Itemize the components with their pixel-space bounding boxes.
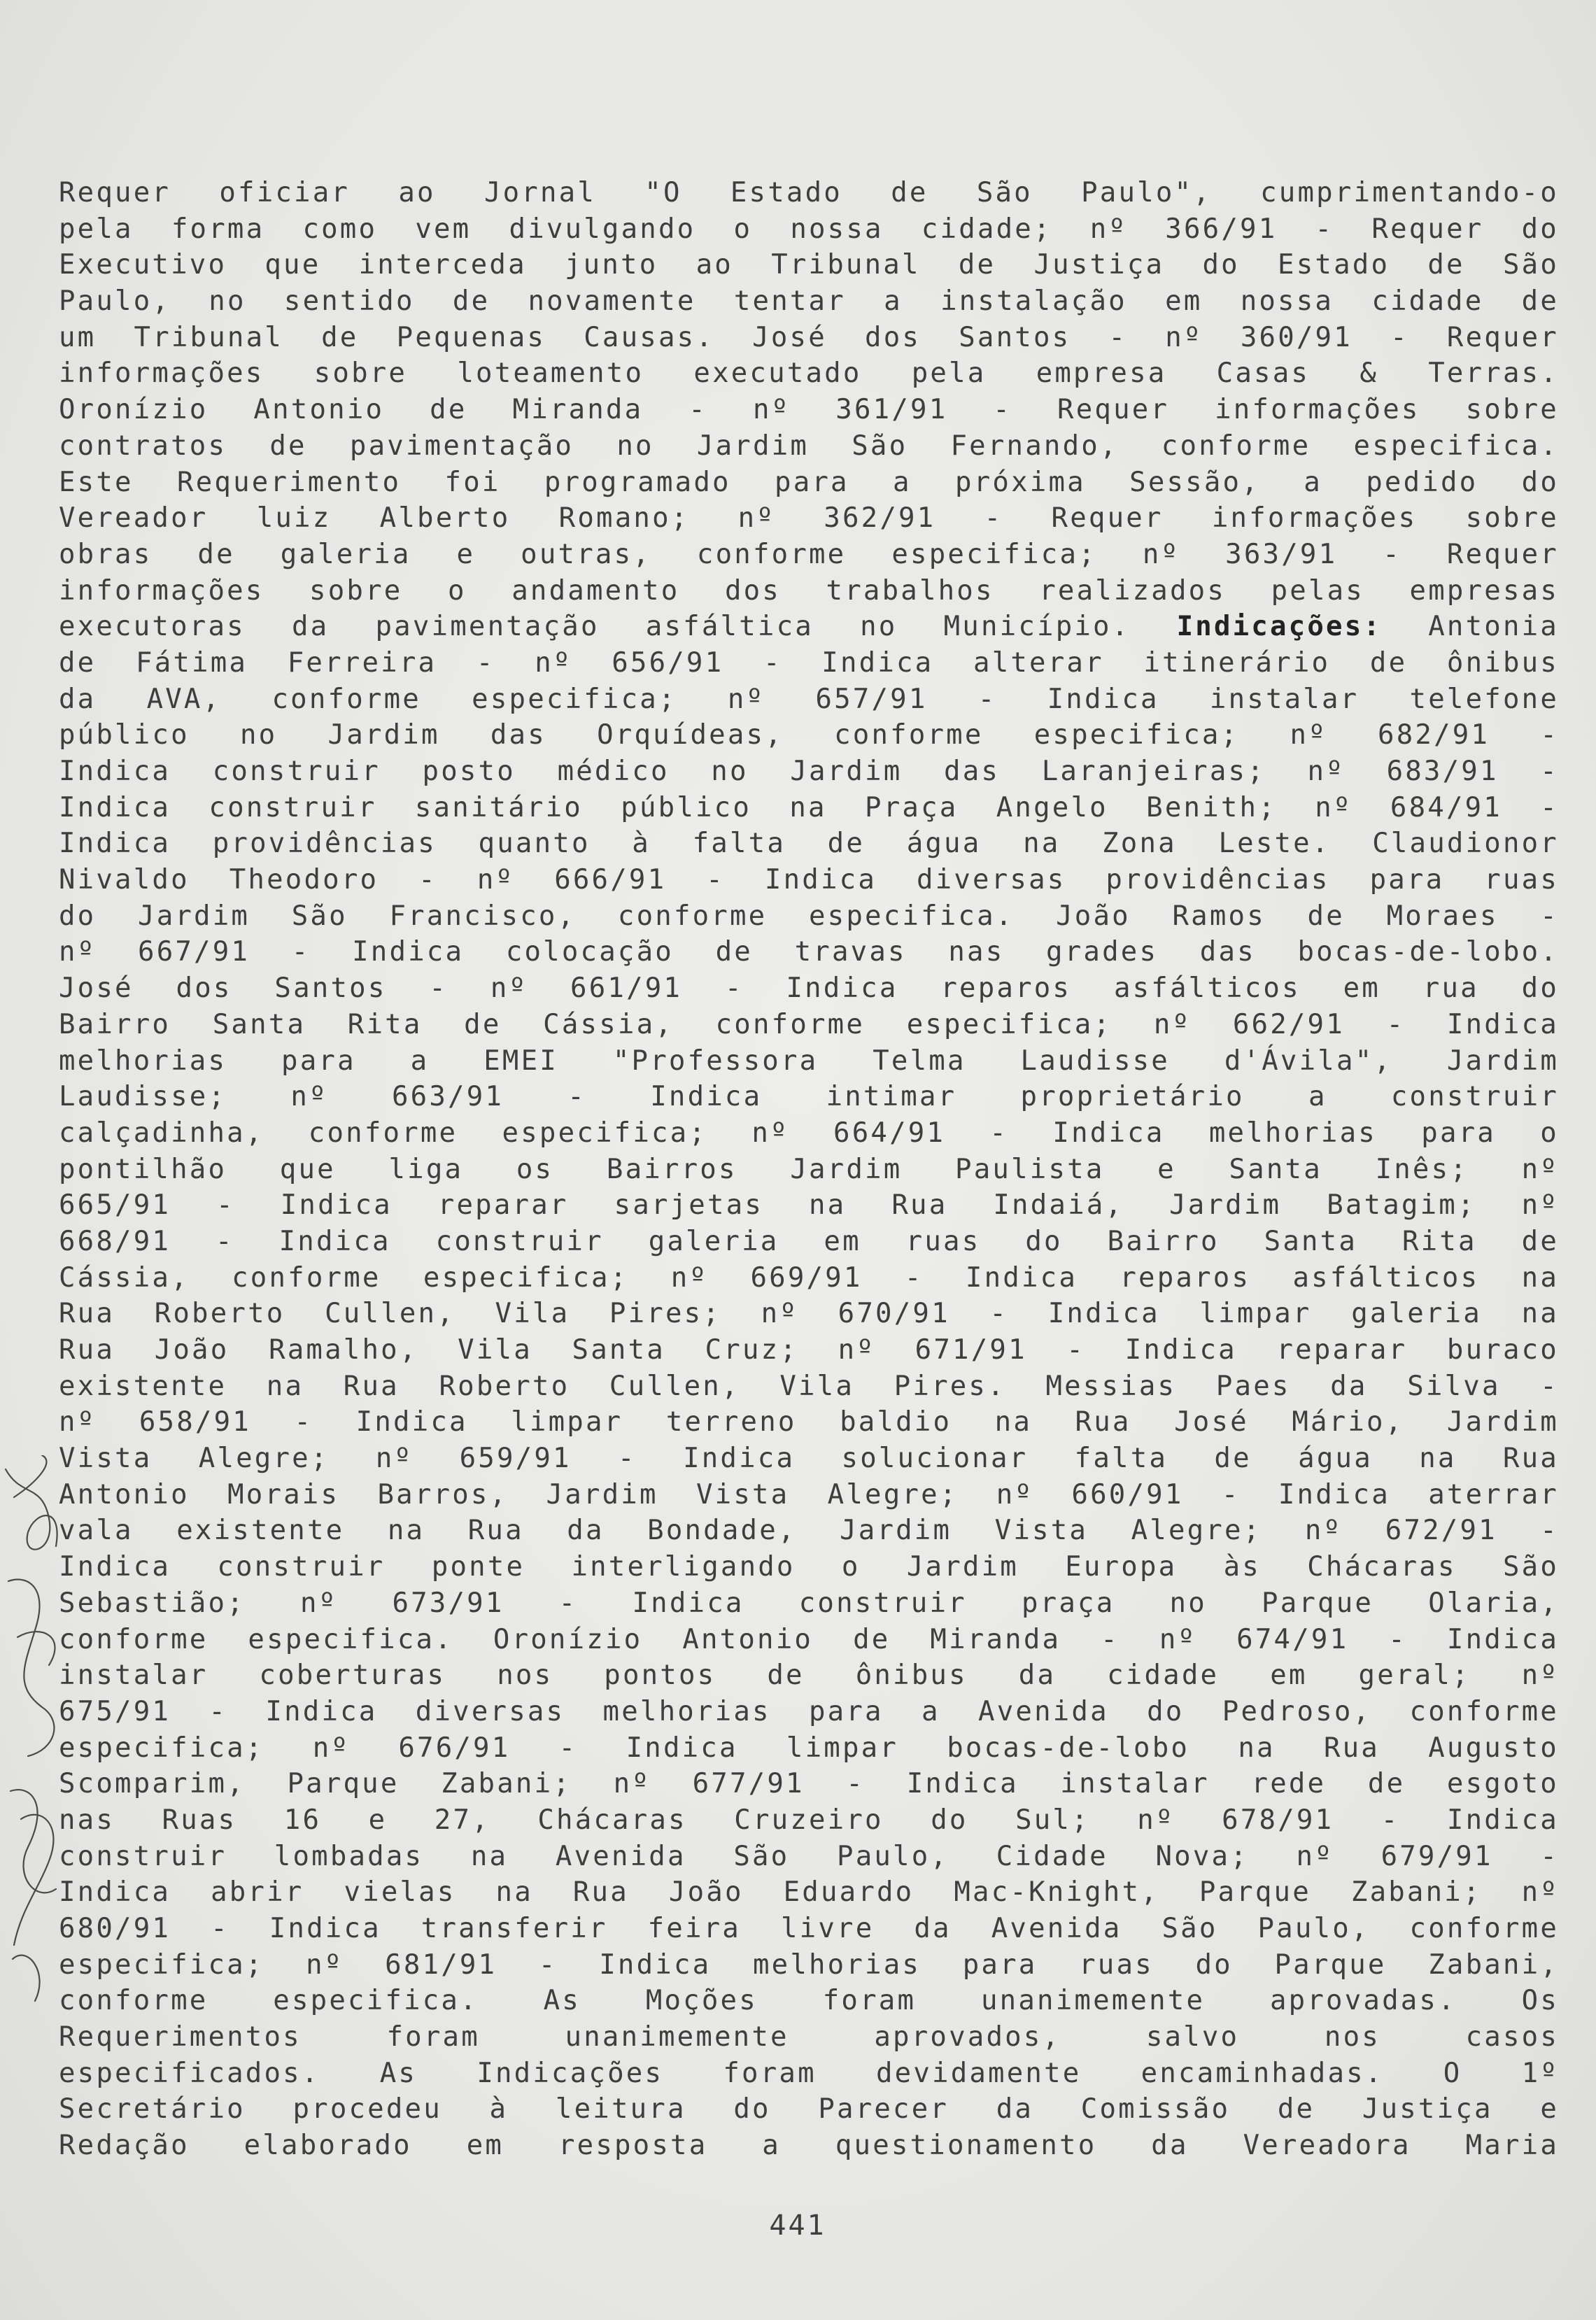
text-segment: um Tribunal de Pequenas Causas. José dos Santos - nº 360/91 - Requer — [59, 321, 1559, 353]
text-segment: da AVA, conforme especifica; nº 657/91 - Indica instalar telefone — [59, 683, 1559, 715]
text-segment: Indica abrir vielas na Rua João Eduardo Mac-Knight, Parque Zabani; nº — [59, 1876, 1559, 1909]
text-segment: Rua João Ramalho, Vila Santa Cruz; nº 671/91 - Indica reparar buraco — [59, 1334, 1559, 1366]
text-line — [59, 754, 1559, 790]
text-line — [59, 934, 1559, 970]
text-segment: Requerimentos foram unanimemente aprovados, salvo nos casos — [59, 2021, 1559, 2053]
text-line — [59, 2091, 1559, 2128]
text-line — [59, 1549, 1559, 1585]
text-segment: especifica; nº 681/91 - Indica melhorias para ruas do Parque Zabani, — [59, 1948, 1559, 1981]
text-line — [59, 1224, 1559, 1260]
text-line — [59, 537, 1559, 573]
document-body — [59, 175, 1559, 2164]
text-line — [59, 428, 1559, 465]
text-segment: existente na Rua Roberto Cullen, Vila Pires. Messias Paes da Silva - — [59, 1370, 1559, 1402]
text-segment: especifica; nº 676/91 - Indica limpar bocas-de-lobo na Rua Augusto — [59, 1732, 1559, 1764]
text-line — [59, 500, 1559, 537]
text-segment: José dos Santos - nº 661/91 - Indica reparos asfálticos em rua do — [59, 972, 1559, 1005]
text-segment: Antonia — [1382, 611, 1559, 643]
text-line — [59, 1404, 1559, 1441]
text-segment: Paulo, no sentido de novamente tentar a instalação em nossa cidade de — [59, 285, 1559, 318]
text-segment: Cássia, conforme especifica; nº 669/91 - Indica reparos asfálticos na — [59, 1261, 1559, 1294]
text-line — [59, 175, 1559, 211]
text-line — [59, 2019, 1559, 2056]
text-segment: Sebastião; nº 673/91 - Indica construir praça no Parque Olaria, — [59, 1587, 1559, 1619]
text-line — [59, 1260, 1559, 1296]
page-number: 441 — [769, 2209, 826, 2242]
text-segment: informações sobre loteamento executado pela empresa Casas & Terras. — [59, 358, 1559, 390]
text-segment: público no Jardim das Orquídeas, conforme especifica; nº 682/91 - — [59, 719, 1559, 751]
text-segment: pela forma como vem divulgando o nossa cidade; nº 366/91 - Requer do — [59, 213, 1559, 245]
text-line — [59, 1802, 1559, 1839]
text-segment: nas Ruas 16 e 27, Chácaras Cruzeiro do Sul; nº 678/91 - Indica — [59, 1804, 1559, 1836]
text-line — [59, 1622, 1559, 1658]
text-segment: 665/91 - Indica reparar sarjetas na Rua Indaiá, Jardim Batagim; nº — [59, 1189, 1559, 1222]
text-line — [59, 970, 1559, 1007]
text-line — [59, 211, 1559, 248]
text-line — [59, 465, 1559, 501]
text-line — [59, 1115, 1559, 1152]
text-segment: Bairro Santa Rita de Cássia, conforme especifica; nº 662/91 - Indica — [59, 1008, 1559, 1040]
text-line — [59, 1874, 1559, 1911]
section-heading: Indicações: — [1176, 611, 1383, 643]
text-segment: Antonio Morais Barros, Jardim Vista Alegre; nº 660/91 - Indica aterrar — [59, 1478, 1559, 1511]
text-line — [59, 717, 1559, 754]
text-segment: Indica providências quanto à falta de água na Zona Leste. Claudionor — [59, 828, 1559, 860]
text-segment: Vereador luiz Alberto Romano; nº 362/91 - Requer informações sobre — [59, 502, 1559, 535]
text-line — [59, 1730, 1559, 1767]
text-line — [59, 609, 1559, 645]
text-line — [59, 2056, 1559, 2092]
text-line — [59, 1368, 1559, 1405]
text-segment: construir lombadas na Avenida São Paulo, Cidade Nova; nº 679/91 - — [59, 1840, 1559, 1872]
text-segment: Indica construir posto médico no Jardim das Laranjeiras; nº 683/91 - — [59, 756, 1559, 787]
text-line — [59, 1477, 1559, 1513]
text-line — [59, 790, 1559, 826]
text-line — [59, 2128, 1559, 2164]
text-segment: 668/91 - Indica construir galeria em ruas do Bairro Santa Rita de — [59, 1225, 1559, 1257]
text-segment: instalar coberturas nos pontos de ônibus da cidade em geral; nº — [59, 1660, 1559, 1692]
text-line — [59, 573, 1559, 609]
text-line — [59, 283, 1559, 320]
text-line — [59, 1911, 1559, 1947]
text-segment: informações sobre o andamento dos trabalhos realizados pelas empresas — [59, 574, 1559, 607]
text-line — [59, 1187, 1559, 1224]
text-segment: Oronízio Antonio de Miranda - nº 361/91 - Requer informações sobre — [59, 394, 1559, 426]
text-line — [59, 1152, 1559, 1188]
text-segment: obras de galeria e outras, conforme especifica; nº 363/91 - Requer — [59, 538, 1559, 570]
text-segment: Redação elaborado em resposta a questionamento da Vereadora Maria — [59, 2130, 1559, 2162]
text-line — [59, 1441, 1559, 1477]
text-segment: Rua Roberto Cullen, Vila Pires; nº 670/91 - Indica limpar galeria na — [59, 1298, 1559, 1330]
text-line — [59, 826, 1559, 862]
text-segment: Requer oficiar ao Jornal "O Estado de São Paulo", cumprimentando-o — [59, 177, 1559, 208]
text-line — [59, 1296, 1559, 1332]
text-segment: Indica construir sanitário público na Praça Angelo Benith; nº 684/91 - — [59, 791, 1559, 823]
text-segment: Indica construir ponte interligando o Jardim Europa às Chácaras São — [59, 1551, 1559, 1583]
text-segment: especificados. As Indicações foram devidamente encaminhadas. O 1º — [59, 2057, 1559, 2089]
text-line — [59, 898, 1559, 935]
text-line — [59, 1585, 1559, 1622]
text-line — [59, 247, 1559, 283]
text-segment: pontilhão que liga os Bairros Jardim Paulista e Santa Inês; nº — [59, 1153, 1559, 1185]
text-segment: nº 667/91 - Indica colocação de travas nas grades das bocas-de-lobo. — [59, 936, 1559, 968]
text-line — [59, 1332, 1559, 1368]
text-line — [59, 1079, 1559, 1115]
text-line — [59, 1839, 1559, 1875]
text-line — [59, 392, 1559, 428]
text-segment: Secretário procedeu à leitura do Parecer da Comissão de Justiça e — [59, 2093, 1559, 2126]
text-segment: do Jardim São Francisco, conforme especifica. João Ramos de Moraes - — [59, 900, 1559, 932]
text-segment: Este Requerimento foi programado para a próxima Sessão, a pedido do — [59, 466, 1559, 498]
text-segment: calçadinha, conforme especifica; nº 664/91 - Indica melhorias para o — [59, 1117, 1559, 1149]
text-line — [59, 1007, 1559, 1043]
text-line — [59, 1947, 1559, 1983]
text-segment: contratos de pavimentação no Jardim São Fernando, conforme especifica. — [59, 430, 1559, 462]
text-line — [59, 1513, 1559, 1549]
text-segment: Vista Alegre; nº 659/91 - Indica solucionar falta de água na Rua — [59, 1443, 1559, 1475]
text-line — [59, 355, 1559, 392]
text-segment: Laudisse; nº 663/91 - Indica intimar proprietário a construir — [59, 1081, 1559, 1113]
text-line — [59, 1043, 1559, 1080]
text-line — [59, 645, 1559, 681]
text-segment: 675/91 - Indica diversas melhorias para a Avenida do Pedroso, conforme — [59, 1695, 1559, 1727]
text-line — [59, 862, 1559, 898]
text-segment: 680/91 - Indica transferir feira livre da Avenida São Paulo, conforme — [59, 1913, 1559, 1944]
text-line — [59, 320, 1559, 356]
handwritten-signature — [0, 1455, 98, 2029]
text-line — [59, 1983, 1559, 2019]
text-segment: nº 658/91 - Indica limpar terreno baldio na Rua José Mário, Jardim — [59, 1406, 1559, 1438]
text-line — [59, 681, 1559, 718]
text-segment: vala existente na Rua da Bondade, Jardim Vista Alegre; nº 672/91 - — [59, 1515, 1559, 1547]
text-segment: conforme especifica. Oronízio Antonio de Miranda - nº 674/91 - Indica — [59, 1623, 1559, 1655]
text-line — [59, 1657, 1559, 1694]
text-segment: Nivaldo Theodoro - nº 666/91 - Indica diversas providências para ruas — [59, 864, 1559, 896]
text-segment: executoras da pavimentação asfáltica no Município. — [59, 611, 1177, 643]
text-line — [59, 1694, 1559, 1730]
text-segment: Executivo que interceda junto ao Tribunal de Justiça do Estado de São — [59, 249, 1559, 281]
text-segment: de Fátima Ferreira - nº 656/91 - Indica alterar itinerário de ônibus — [59, 646, 1559, 679]
text-segment: Scomparim, Parque Zabani; nº 677/91 - Indica instalar rede de esgoto — [59, 1768, 1559, 1800]
text-segment: melhorias para a EMEI "Professora Telma Laudisse d'Ávila", Jardim — [59, 1045, 1559, 1077]
text-line — [59, 1766, 1559, 1802]
text-segment: conforme especifica. As Moções foram unanimemente aprovadas. Os — [59, 1985, 1559, 2017]
